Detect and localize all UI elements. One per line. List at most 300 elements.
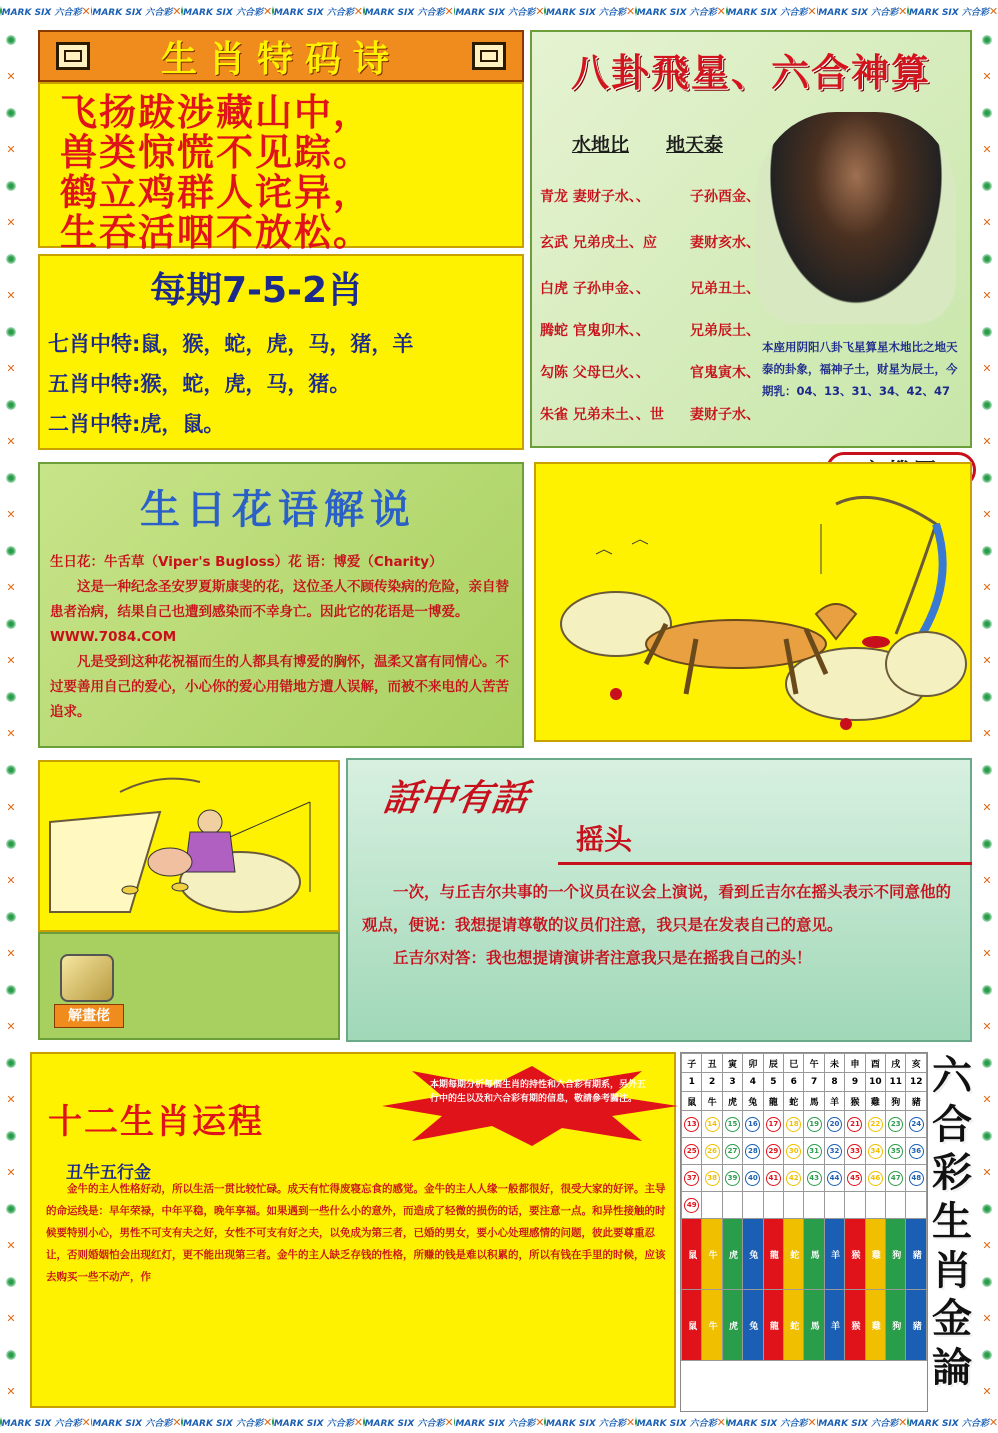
number-ball: 39 bbox=[725, 1171, 740, 1186]
border-x-icon: ✕ bbox=[6, 946, 16, 960]
square-icon bbox=[56, 42, 90, 70]
border-dot bbox=[982, 473, 992, 483]
border-dot bbox=[6, 1058, 16, 1068]
fishing-illustration bbox=[40, 762, 338, 930]
border-x-icon: ✕ bbox=[6, 435, 16, 449]
table-cell bbox=[886, 1111, 906, 1138]
table-cell bbox=[722, 1111, 742, 1138]
table-cell: 巳 bbox=[784, 1054, 804, 1073]
table-cell: 蛇 bbox=[784, 1092, 804, 1111]
table-cell: 鼠 bbox=[682, 1290, 702, 1361]
number-ball: 38 bbox=[705, 1171, 720, 1186]
number-ball: 23 bbox=[888, 1117, 903, 1132]
table-cell: 狗 bbox=[886, 1092, 906, 1111]
number-ball: 49 bbox=[684, 1198, 699, 1213]
border-x-icon: ✕ bbox=[807, 1415, 817, 1429]
number-ball: 26 bbox=[705, 1144, 720, 1159]
table-cell bbox=[845, 1111, 865, 1138]
border-x-icon: ✕ bbox=[982, 435, 992, 449]
border-x-icon: ✕ bbox=[898, 4, 908, 18]
table-cell: 9 bbox=[845, 1073, 865, 1092]
joke-subtitle: 摇头 bbox=[576, 823, 633, 856]
table-cell bbox=[763, 1192, 783, 1219]
number-ball: 27 bbox=[725, 1144, 740, 1159]
border-dot bbox=[982, 619, 992, 629]
border-dot bbox=[6, 400, 16, 410]
border-x-icon: ✕ bbox=[982, 69, 992, 83]
number-ball: 37 bbox=[684, 1171, 699, 1186]
border-x-icon: ✕ bbox=[6, 581, 16, 595]
table-cell: 馬 bbox=[804, 1092, 824, 1111]
table-row bbox=[682, 1165, 927, 1192]
number-ball: 20 bbox=[827, 1117, 842, 1132]
number-ball: 29 bbox=[766, 1144, 781, 1159]
table-cell: 戌 bbox=[886, 1054, 906, 1073]
border-dot bbox=[982, 985, 992, 995]
number-ball: 42 bbox=[786, 1171, 801, 1186]
border-dot bbox=[982, 1204, 992, 1214]
side-title-char: 生 bbox=[932, 1197, 972, 1245]
border-x-icon: ✕ bbox=[6, 1239, 16, 1253]
border-text: MARK SIX 六合彩 bbox=[273, 7, 354, 18]
joke-body bbox=[362, 876, 962, 975]
border-text: MARK SIX 六合彩 bbox=[1, 1418, 82, 1429]
number-ball: 48 bbox=[909, 1171, 924, 1186]
border-x-icon: ✕ bbox=[625, 1415, 636, 1429]
border-x-icon: ✕ bbox=[982, 800, 992, 814]
side-title-char: 金 bbox=[932, 1295, 972, 1343]
border-x-icon: ✕ bbox=[716, 4, 726, 18]
border-dot bbox=[982, 912, 992, 922]
table-cell: 6 bbox=[784, 1073, 804, 1092]
border-x-icon: ✕ bbox=[6, 142, 16, 156]
border-x-icon: ✕ bbox=[81, 1415, 91, 1429]
table-cell: 猴 bbox=[845, 1092, 865, 1111]
table-side-title bbox=[928, 1052, 976, 1392]
table-cell bbox=[702, 1138, 722, 1165]
table-cell: 豬 bbox=[906, 1092, 927, 1111]
border-dot bbox=[6, 546, 16, 556]
table-cell bbox=[886, 1192, 906, 1219]
table-cell bbox=[824, 1111, 844, 1138]
table-row bbox=[682, 1192, 927, 1219]
side-title-char: 論 bbox=[932, 1343, 972, 1391]
border-dot bbox=[6, 1277, 16, 1287]
table-cell bbox=[743, 1111, 763, 1138]
number-ball: 47 bbox=[888, 1171, 903, 1186]
table-cell bbox=[784, 1165, 804, 1192]
border-dot bbox=[6, 619, 16, 629]
number-ball: 19 bbox=[807, 1117, 822, 1132]
border-x-icon: ✕ bbox=[982, 1019, 992, 1033]
number-ball: 18 bbox=[786, 1117, 801, 1132]
table-cell bbox=[784, 1111, 804, 1138]
right-border bbox=[976, 22, 998, 1411]
table-cell: 4 bbox=[743, 1073, 763, 1092]
border-x-icon: ✕ bbox=[982, 215, 992, 229]
border-x-icon: ✕ bbox=[6, 508, 16, 522]
border-x-icon: ✕ bbox=[535, 4, 545, 18]
table-cell: 午 bbox=[804, 1054, 824, 1073]
border-dot bbox=[982, 1131, 992, 1141]
border-dot bbox=[6, 327, 16, 337]
border-x-icon: ✕ bbox=[988, 4, 998, 18]
table-cell bbox=[702, 1111, 722, 1138]
border-dot bbox=[6, 108, 16, 118]
bagua-row: 腾蛇 官鬼卯木、、 兄弟辰土、 bbox=[540, 323, 760, 339]
number-ball: 13 bbox=[684, 1117, 699, 1132]
border-x-icon: ✕ bbox=[444, 4, 454, 18]
border-x-icon: ✕ bbox=[988, 1415, 998, 1429]
number-ball: 24 bbox=[909, 1117, 924, 1132]
table-cell: 亥 bbox=[906, 1054, 927, 1073]
border-text: MARK SIX 六合彩 bbox=[818, 7, 899, 18]
table-cell bbox=[824, 1138, 844, 1165]
table-cell bbox=[886, 1165, 906, 1192]
border-dot bbox=[982, 254, 992, 264]
number-ball: 22 bbox=[868, 1117, 883, 1132]
table-cell: 雞 bbox=[865, 1290, 885, 1361]
border-text: MARK SIX 六合彩 bbox=[546, 7, 626, 18]
border-x-icon: ✕ bbox=[353, 4, 363, 18]
table-cell: 馬 bbox=[804, 1290, 824, 1361]
table-cell: 8 bbox=[824, 1073, 844, 1092]
table-cell bbox=[845, 1192, 865, 1219]
border-x-icon: ✕ bbox=[6, 215, 16, 229]
top-border bbox=[0, 0, 998, 22]
border-dot bbox=[6, 1204, 16, 1214]
border-x-icon: ✕ bbox=[982, 142, 992, 156]
table-cell bbox=[865, 1165, 885, 1192]
zodiac-table bbox=[680, 1052, 928, 1412]
table-cell: 猴 bbox=[845, 1219, 865, 1290]
border-text: MARK SIX 六合彩 bbox=[364, 7, 445, 18]
number-ball: 41 bbox=[766, 1171, 781, 1186]
sage-portrait bbox=[756, 112, 956, 324]
table-cell bbox=[743, 1192, 763, 1219]
table-cell bbox=[865, 1138, 885, 1165]
border-x-icon: ✕ bbox=[982, 1165, 992, 1179]
side-title-char: 六 bbox=[932, 1052, 972, 1100]
poem-body bbox=[38, 82, 524, 254]
border-dot bbox=[6, 839, 16, 849]
table-cell bbox=[763, 1138, 783, 1165]
table-cell bbox=[682, 1111, 702, 1138]
number-ball: 33 bbox=[847, 1144, 862, 1159]
border-x-icon: ✕ bbox=[6, 288, 16, 302]
number-ball: 31 bbox=[807, 1144, 822, 1159]
border-x-icon: ✕ bbox=[6, 873, 16, 887]
number-ball: 43 bbox=[807, 1171, 822, 1186]
table-cell: 羊 bbox=[824, 1290, 844, 1361]
table-cell bbox=[865, 1192, 885, 1219]
table-cell: 辰 bbox=[763, 1054, 783, 1073]
border-x-icon: ✕ bbox=[262, 4, 273, 18]
table-cell: 雞 bbox=[865, 1219, 885, 1290]
each-line: 五肖中特:猴，蛇，虎，马，猪。 bbox=[48, 372, 351, 396]
border-x-icon: ✕ bbox=[6, 1092, 16, 1106]
table-cell bbox=[682, 1192, 702, 1219]
table-row bbox=[682, 1111, 927, 1138]
table-cell bbox=[906, 1111, 927, 1138]
zodiac-title: 十二生肖运程 bbox=[48, 1102, 264, 1142]
border-dot bbox=[982, 692, 992, 702]
table-cell bbox=[845, 1138, 865, 1165]
border-text: MARK SIX 六合彩 bbox=[183, 1418, 263, 1429]
border-x-icon: ✕ bbox=[982, 1239, 992, 1253]
table-cell: 3 bbox=[722, 1073, 742, 1092]
bagua-note: 本座用阴阳八卦飞星算星木地比之地天泰的卦象，福神子土，财星为辰土，今期乳：04、13、31、34、42、47 bbox=[762, 340, 958, 398]
table-cell: 牛 bbox=[702, 1219, 722, 1290]
border-text: MARK SIX 六合彩 bbox=[818, 1418, 899, 1429]
table-cell bbox=[824, 1165, 844, 1192]
table-cell: 龍 bbox=[763, 1092, 783, 1111]
zodiac-body: 金牛的主人性格好动，所以生活一贯比较忙碌。成天有忙得废寝忘食的感觉。金牛的主人人缘一般都很好，很受大家的好评。主导的命运线是：早年荣禄，中年平稳，晚年享福。如果遇到一些什么小的意外，而造成了轻微的损伤的话，要注意一点。和异性接触的时候要特别小心，男性不可支有夫之好，女性不可支有好之夫，以免成为第三者，已婚的男女，要小心处理感情的问题，彼此要尊重忍让，否则婚姻怕会出现红灯，更不能出现第三者。金牛的主人缺乏存钱的性格，所赚的钱是难以积累的，所以有钱在手里的时候，应该去购买一些不动产，作 bbox=[46, 1183, 666, 1283]
table-cell bbox=[784, 1192, 804, 1219]
border-dot bbox=[6, 985, 16, 995]
each-issue-panel bbox=[38, 254, 524, 450]
table-cell bbox=[906, 1138, 927, 1165]
bagua-row: 勾陈 父母巳火、、 官鬼寅木、 bbox=[540, 365, 760, 381]
table-cell: 鼠 bbox=[682, 1219, 702, 1290]
border-x-icon: ✕ bbox=[982, 873, 992, 887]
border-x-icon: ✕ bbox=[6, 1385, 16, 1399]
border-x-icon: ✕ bbox=[172, 1415, 182, 1429]
border-dot bbox=[982, 765, 992, 775]
gua-right: 地天泰 bbox=[666, 134, 724, 156]
table-cell bbox=[804, 1138, 824, 1165]
number-ball: 44 bbox=[827, 1171, 842, 1186]
table-cell: 蛇 bbox=[784, 1219, 804, 1290]
each-line: 七肖中特:鼠，猴，蛇，虎，马，猪，羊 bbox=[48, 332, 414, 356]
number-ball: 36 bbox=[909, 1144, 924, 1159]
flower-panel bbox=[38, 462, 524, 748]
table-cell: 鼠 bbox=[682, 1092, 702, 1111]
border-dot bbox=[6, 765, 16, 775]
table-cell bbox=[722, 1165, 742, 1192]
side-title-char: 合 bbox=[932, 1100, 972, 1148]
table-cell: 羊 bbox=[824, 1219, 844, 1290]
joke-panel bbox=[346, 758, 972, 1042]
table-row bbox=[682, 1073, 927, 1092]
flower-title: 生日花语解说 bbox=[140, 486, 416, 533]
bagua-title: 八卦飛星、六合神算 bbox=[570, 51, 931, 95]
border-dot bbox=[982, 327, 992, 337]
table-cell bbox=[702, 1192, 722, 1219]
number-ball: 25 bbox=[684, 1144, 699, 1159]
table-cell: 2 bbox=[702, 1073, 722, 1092]
bagua-row: 青龙 妻财子水、、 子孙酉金、 bbox=[540, 189, 760, 205]
border-dot bbox=[6, 35, 16, 45]
border-x-icon: ✕ bbox=[6, 1165, 16, 1179]
border-text: MARK SIX 六合彩 bbox=[636, 1418, 717, 1429]
border-dot bbox=[982, 839, 992, 849]
border-x-icon: ✕ bbox=[6, 654, 16, 668]
fishing-bottom bbox=[38, 932, 340, 1040]
flower-para: 这是一种纪念圣安罗夏斯康斐的花，这位圣人不顾传染病的危险，亲自替患者治病，结果自己也遭到感染而不幸身亡。因此它的花语是一博爱。WWW.7084.COM bbox=[50, 579, 509, 645]
zodiac-panel bbox=[30, 1052, 676, 1408]
each-issue-title: 每期7-5-2肖 bbox=[150, 270, 364, 311]
border-dot bbox=[6, 473, 16, 483]
border-dot bbox=[982, 108, 992, 118]
table-cell: 未 bbox=[824, 1054, 844, 1073]
left-border bbox=[0, 22, 22, 1411]
table-cell: 猴 bbox=[845, 1290, 865, 1361]
table-row bbox=[682, 1054, 927, 1073]
border-x-icon: ✕ bbox=[6, 361, 16, 375]
border-x-icon: ✕ bbox=[982, 508, 992, 522]
table-cell: 狗 bbox=[886, 1219, 906, 1290]
number-ball: 28 bbox=[745, 1144, 760, 1159]
border-text: MARK SIX 六合彩 bbox=[92, 7, 173, 18]
number-ball: 16 bbox=[745, 1117, 760, 1132]
number-ball: 45 bbox=[847, 1171, 862, 1186]
poem-line: 兽类惊慌不见踪。 bbox=[60, 130, 372, 174]
border-text: MARK SIX 六合彩 bbox=[727, 7, 808, 18]
table-cell bbox=[682, 1138, 702, 1165]
border-text: MARK SIX 六合彩 bbox=[727, 1418, 808, 1429]
border-x-icon: ✕ bbox=[6, 1312, 16, 1326]
border-x-icon: ✕ bbox=[625, 4, 636, 18]
table-cell bbox=[804, 1165, 824, 1192]
poem-line: 鹤立鸡群人诧异， bbox=[60, 170, 372, 214]
fishing-picture bbox=[38, 760, 340, 932]
table-cell: 牛 bbox=[702, 1092, 722, 1111]
side-title-char: 肖 bbox=[932, 1246, 972, 1294]
zodiac-subtitle: 丑牛五行金 bbox=[66, 1163, 151, 1183]
table-cell: 龍 bbox=[763, 1290, 783, 1361]
table-cell bbox=[784, 1138, 804, 1165]
border-x-icon: ✕ bbox=[6, 1019, 16, 1033]
border-dot bbox=[982, 1277, 992, 1287]
jiehualao-label: 解畫佬 bbox=[54, 1004, 124, 1028]
border-x-icon: ✕ bbox=[81, 4, 91, 18]
table-cell bbox=[804, 1111, 824, 1138]
border-text: MARK SIX 六合彩 bbox=[92, 1418, 173, 1429]
border-dot bbox=[6, 912, 16, 922]
border-dot bbox=[6, 181, 16, 191]
joke-para: 一次，与丘吉尔共事的一个议员在议会上演说，看到丘吉尔在摇头表示不同意他的观点，便说：我想提请尊敬的议员们注意，我只是在发表自己的意见。 bbox=[362, 883, 952, 934]
table-cell: 雞 bbox=[865, 1092, 885, 1111]
border-x-icon: ✕ bbox=[982, 288, 992, 302]
border-x-icon: ✕ bbox=[6, 69, 16, 83]
zodiac-grid bbox=[681, 1053, 927, 1361]
divider bbox=[558, 862, 972, 865]
border-dot bbox=[982, 546, 992, 556]
scroll-icon bbox=[60, 954, 114, 1002]
border-x-icon: ✕ bbox=[6, 727, 16, 741]
border-text: MARK SIX 六合彩 bbox=[183, 7, 263, 18]
table-row bbox=[682, 1219, 927, 1290]
table-cell bbox=[743, 1165, 763, 1192]
square-icon bbox=[472, 42, 506, 70]
poem-line: 生吞活咽不放松。 bbox=[60, 210, 372, 254]
bagua-row: 玄武 兄弟戌土、应 妻财亥水、 bbox=[540, 235, 760, 251]
border-x-icon: ✕ bbox=[982, 1385, 992, 1399]
table-cell: 1 bbox=[682, 1073, 702, 1092]
table-cell: 虎 bbox=[722, 1219, 742, 1290]
table-cell: 10 bbox=[865, 1073, 885, 1092]
table-cell bbox=[824, 1192, 844, 1219]
table-cell: 龍 bbox=[763, 1219, 783, 1290]
table-cell: 酉 bbox=[865, 1054, 885, 1073]
table-cell bbox=[722, 1138, 742, 1165]
table-cell bbox=[865, 1111, 885, 1138]
border-text: MARK SIX 六合彩 bbox=[273, 1418, 354, 1429]
each-line: 二肖中特:虎，鼠。 bbox=[48, 412, 225, 436]
table-cell bbox=[722, 1192, 742, 1219]
border-dot bbox=[6, 1131, 16, 1141]
table-cell: 虎 bbox=[722, 1290, 742, 1361]
border-text: MARK SIX 六合彩 bbox=[908, 7, 989, 18]
border-x-icon: ✕ bbox=[807, 4, 817, 18]
border-text: MARK SIX 六合彩 bbox=[455, 1418, 536, 1429]
table-cell bbox=[682, 1165, 702, 1192]
gua-left: 水地比 bbox=[572, 134, 630, 156]
table-cell: 子 bbox=[682, 1054, 702, 1073]
border-x-icon: ✕ bbox=[982, 581, 992, 595]
table-cell bbox=[804, 1192, 824, 1219]
border-dot bbox=[982, 181, 992, 191]
border-x-icon: ✕ bbox=[982, 727, 992, 741]
table-cell bbox=[906, 1165, 927, 1192]
number-ball: 30 bbox=[786, 1144, 801, 1159]
number-ball: 15 bbox=[725, 1117, 740, 1132]
table-cell: 蛇 bbox=[784, 1290, 804, 1361]
number-ball: 17 bbox=[766, 1117, 781, 1132]
border-dot bbox=[982, 35, 992, 45]
border-x-icon: ✕ bbox=[982, 946, 992, 960]
table-cell: 豬 bbox=[906, 1290, 927, 1361]
number-ball: 46 bbox=[868, 1171, 883, 1186]
table-cell bbox=[763, 1111, 783, 1138]
border-text: MARK SIX 六合彩 bbox=[364, 1418, 445, 1429]
table-cell bbox=[702, 1165, 722, 1192]
table-cell: 兔 bbox=[743, 1219, 763, 1290]
border-dot bbox=[6, 254, 16, 264]
table-cell bbox=[906, 1192, 927, 1219]
border-x-icon: ✕ bbox=[982, 1312, 992, 1326]
border-x-icon: ✕ bbox=[982, 654, 992, 668]
border-text: MARK SIX 六合彩 bbox=[455, 7, 536, 18]
table-cell: 申 bbox=[845, 1054, 865, 1073]
table-cell: 丑 bbox=[702, 1054, 722, 1073]
table-row bbox=[682, 1290, 927, 1361]
flower-body bbox=[50, 550, 516, 725]
border-text: MARK SIX 六合彩 bbox=[1, 7, 82, 18]
border-x-icon: ✕ bbox=[535, 1415, 545, 1429]
border-x-icon: ✕ bbox=[6, 800, 16, 814]
dog-illustration bbox=[536, 464, 970, 740]
border-dot bbox=[6, 1350, 16, 1360]
border-text: MARK SIX 六合彩 bbox=[636, 7, 717, 18]
border-dot bbox=[6, 692, 16, 702]
table-cell: 7 bbox=[804, 1073, 824, 1092]
border-x-icon: ✕ bbox=[172, 4, 182, 18]
table-cell: 豬 bbox=[906, 1219, 927, 1290]
number-ball: 21 bbox=[847, 1117, 862, 1132]
border-dot bbox=[982, 1350, 992, 1360]
poem-line: 飞扬跋涉藏山中， bbox=[60, 90, 372, 134]
table-cell: 11 bbox=[886, 1073, 906, 1092]
table-cell: 卯 bbox=[743, 1054, 763, 1073]
table-cell: 馬 bbox=[804, 1219, 824, 1290]
number-ball: 32 bbox=[827, 1144, 842, 1159]
dog-picture bbox=[534, 462, 972, 742]
table-cell bbox=[886, 1138, 906, 1165]
border-dot bbox=[982, 400, 992, 410]
table-row bbox=[682, 1138, 927, 1165]
